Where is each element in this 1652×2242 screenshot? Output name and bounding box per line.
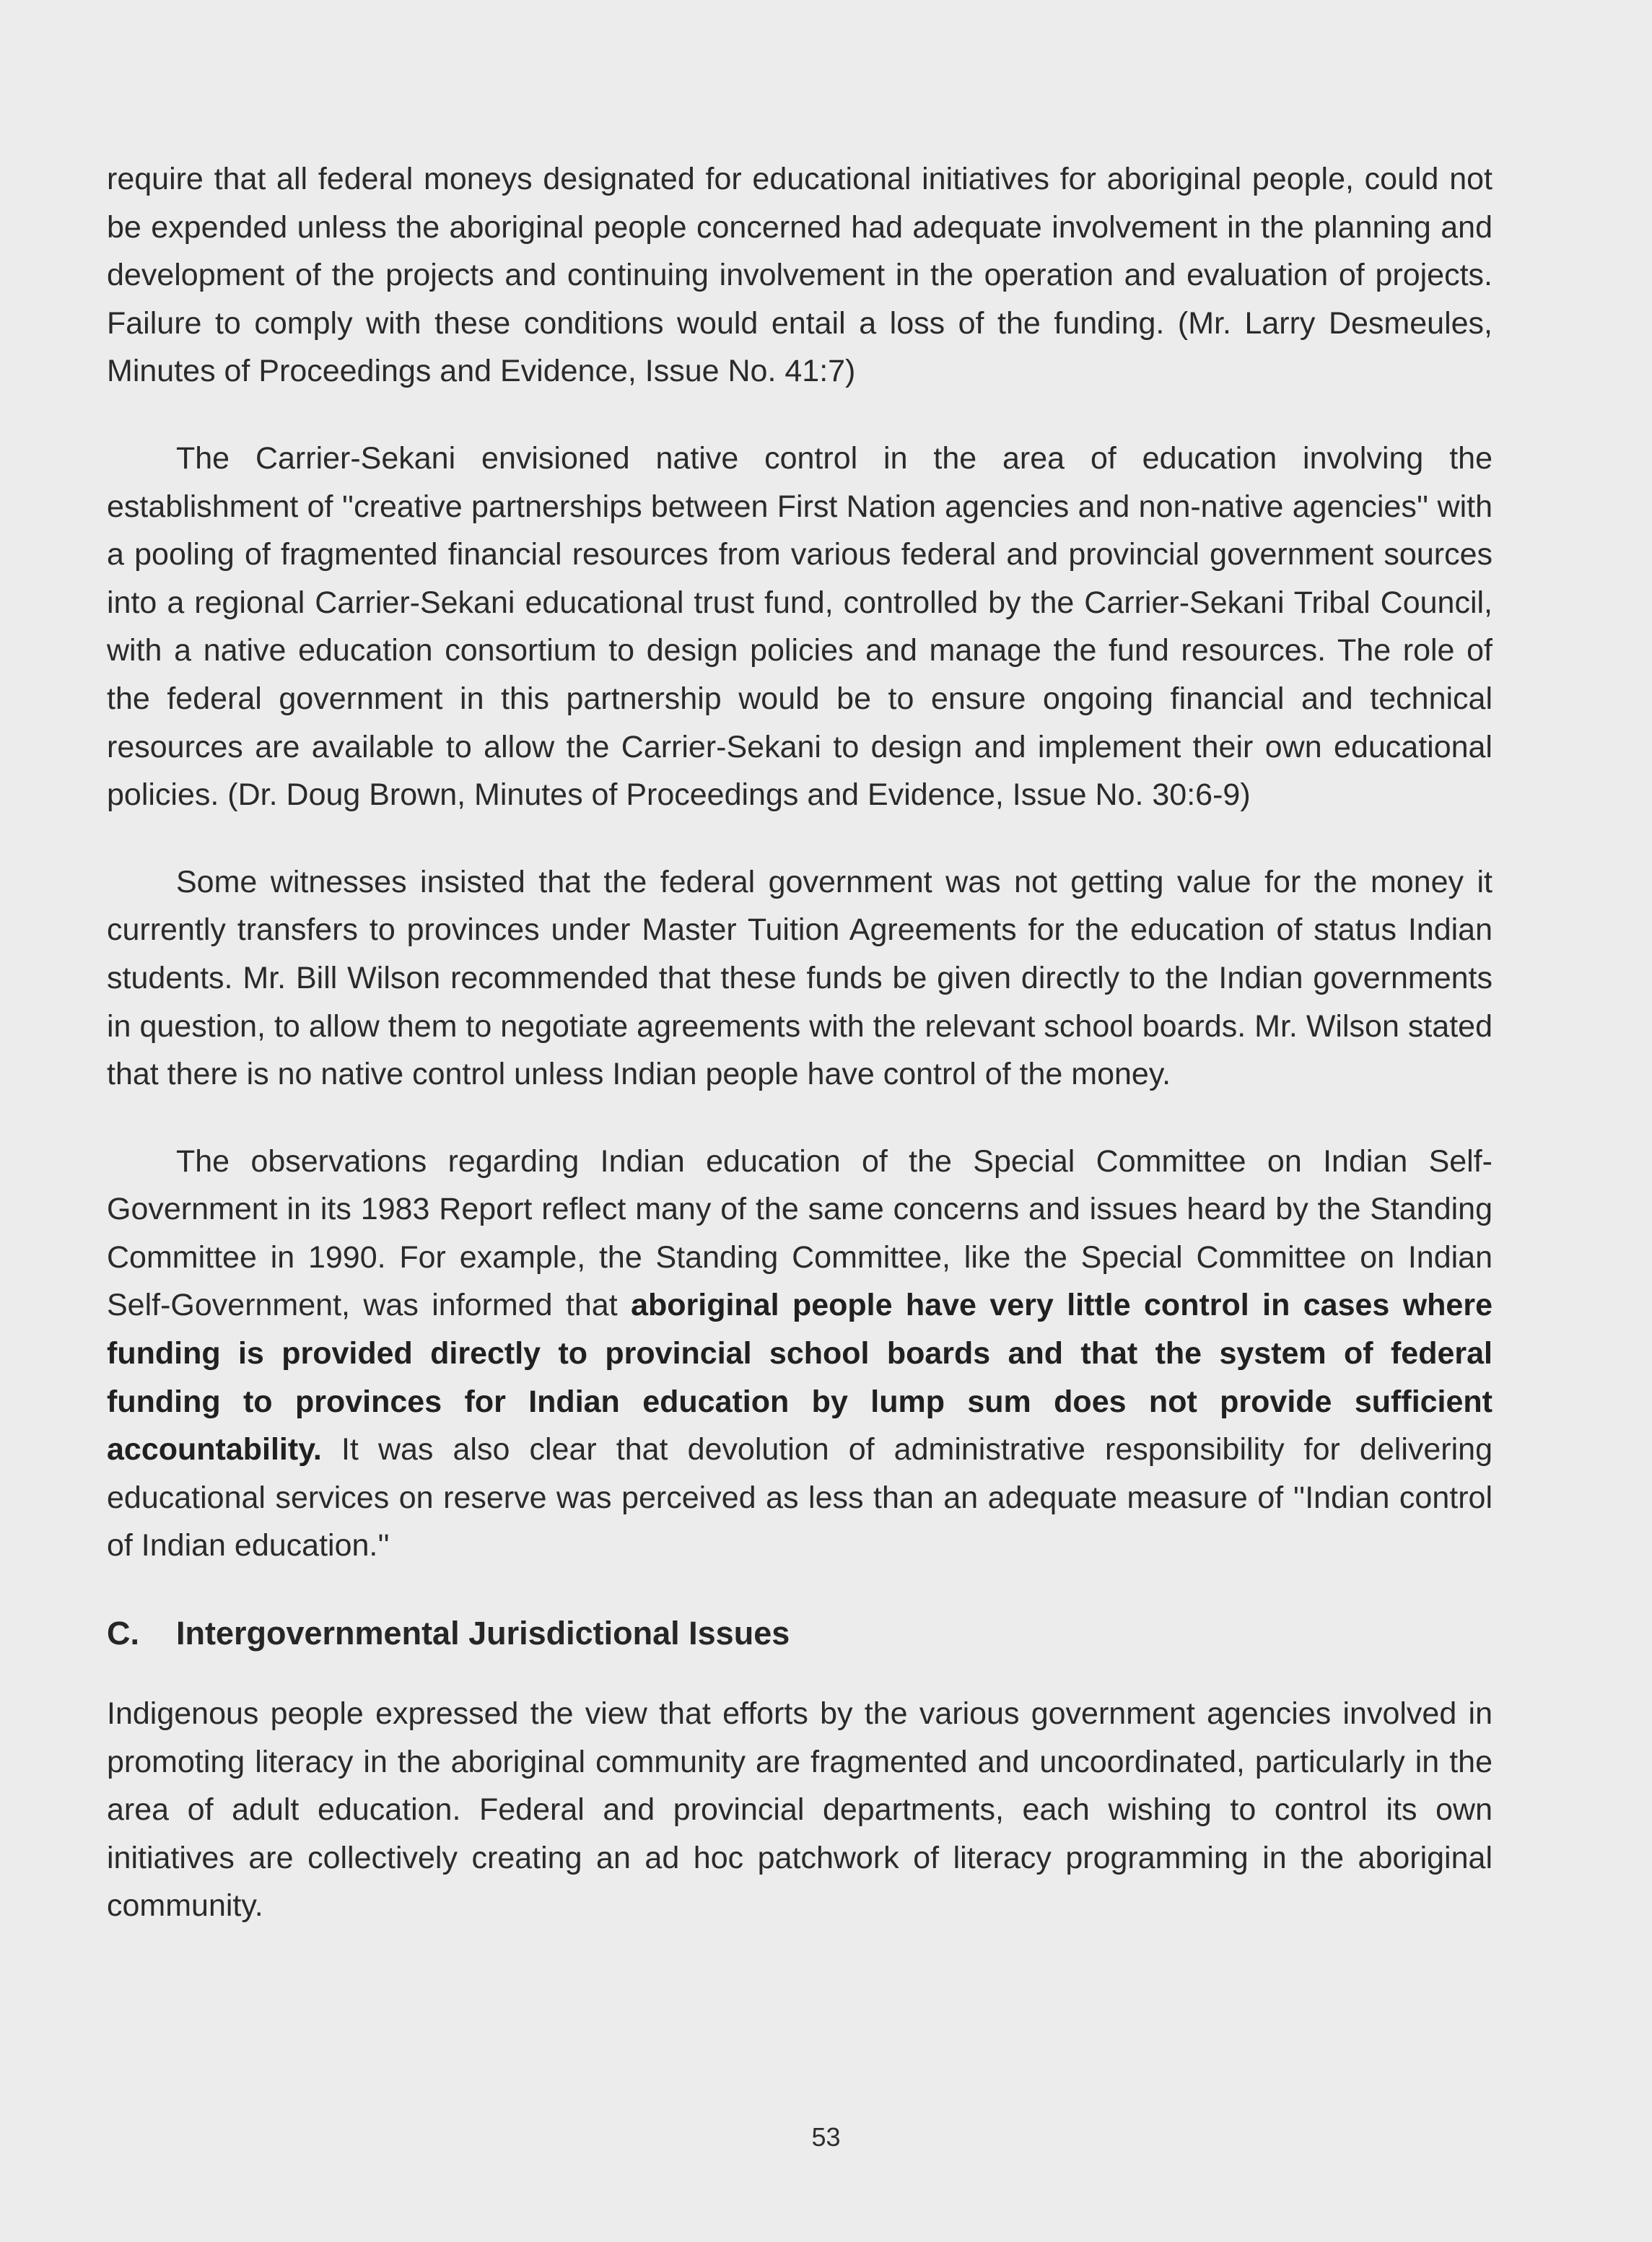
paragraph-carrier-sekani: The Carrier-Sekani envisioned native control in the area of education involving the establishment of ''creative partnerships between First Nation agencies and non-native agencies'' with a pooling of fragmented financial resources from various federal and provincial government sources into a regional Carrier-Sekani educational trust fund, controlled by the Carrier-Sekani Tribal Council, with a native education consortium to design policies and manage the fund resources. The role of the federal government in this partnership would be to ensure ongoing financial and technical resources are available to allow the Carrier-Sekani to design and implement their own educational policies. (Dr. Doug Brown, Minutes of Proceedings and Evidence, Issue No. 30:6-9) xyxy=(107,440,1493,813)
document-body xyxy=(107,155,1493,1969)
page-number: 53 xyxy=(811,2122,841,2152)
section-letter: C. xyxy=(107,1615,139,1652)
paragraph-continuation: require that all federal moneys designated for educational initiatives for aboriginal people, could not be expended unless the aboriginal people concerned had adequate involvement in the planning and development of the projects and continuing involvement in the operation and evaluation of projects. Failure to comply with these conditions would entail a loss of the funding. (Mr. Larry Desmeules, Minutes of Proceedings and Evidence, Issue No. 41:7) xyxy=(107,162,1493,389)
section-title: Intergovernmental Jurisdictional Issues xyxy=(176,1615,790,1652)
paragraph-text-start: The observations regarding Indian education of the Special Committee on Indian Self-Government in its 1983 Report reflect many of the same concerns and issues heard by the Standing Committee in 1990. For example, the Standing Committee, like the Special Committee on Indian Self-Government, was informed that xyxy=(107,1143,1493,1323)
paragraph-special-committee xyxy=(107,1138,1493,1570)
paragraph-text-end: It was also clear that devolution of administrative responsibility for delivering educational services on reserve was perceived as less than an adequate measure of ''Indian control of Indian education.'' xyxy=(107,1432,1493,1563)
paragraph-literacy: Indigenous people expressed the view that efforts by the various government agencies involved in promoting literacy in the aboriginal community are fragmented and uncoordinated, particularly in the area of adult education. Federal and provincial departments, each wishing to control its own initiatives are collectively creating an ad hoc patchwork of literacy programming in the aboriginal community. xyxy=(107,1696,1493,1924)
section-heading xyxy=(107,1612,1493,1655)
paragraph-master-tuition: Some witnesses insisted that the federal government was not getting value for the money it currently transfers to provinces under Master Tuition Agreements for the education of status Indian students. Mr. Bill Wilson recommended that these funds be given directly to the Indian governments in question, to allow them to negotiate agreements with the relevant school boards. Mr. Wilson stated that there is no native control unless Indian people have control of the money. xyxy=(107,864,1493,1092)
paragraph-bold-finding: aboriginal people have very little control in cases where funding is provided directly to provincial school boards and that the system of federal funding to provinces for Indian education by lump sum does not provide sufficient accountability. xyxy=(107,1288,1493,1467)
